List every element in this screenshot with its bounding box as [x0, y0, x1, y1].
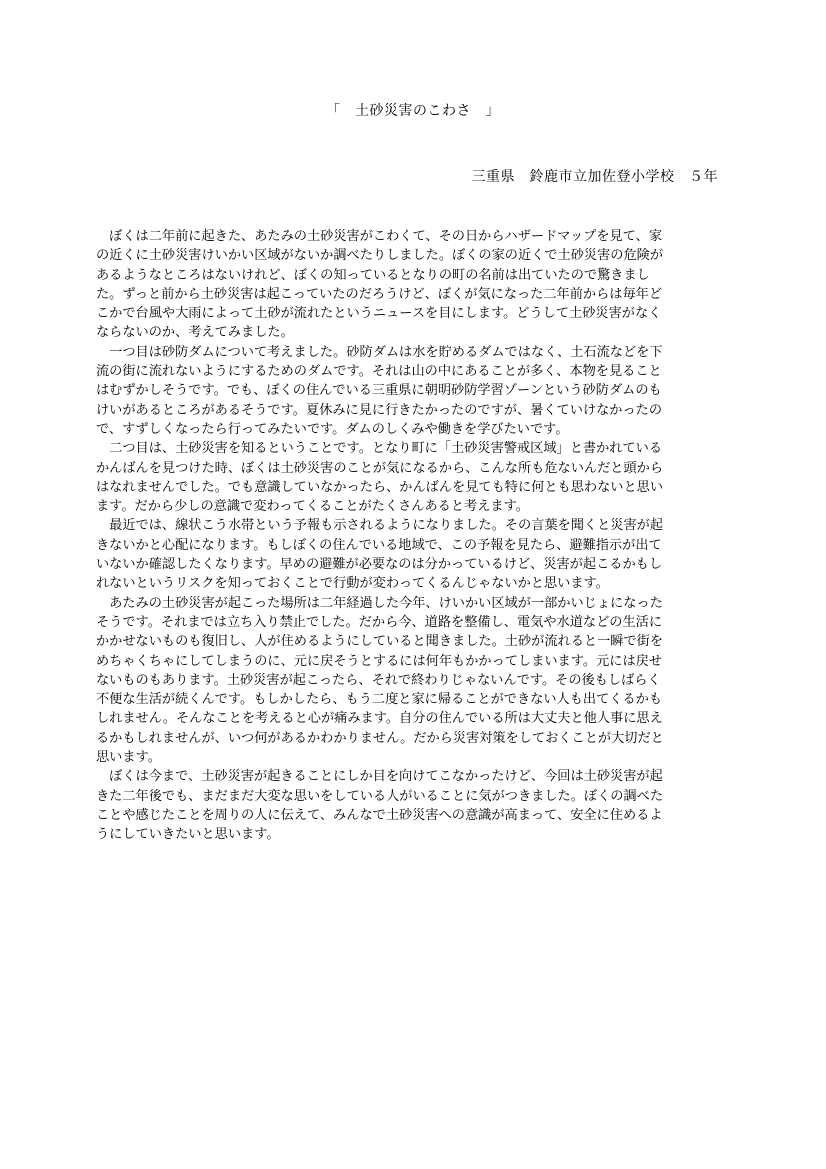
- body-line: しれません。そんなことを考えると心が痛みます。自分の住んでいる所は大丈夫と他人事に思え: [96, 711, 663, 727]
- body-line: うにしていきたいと思います。: [96, 827, 280, 843]
- body-line: るかもしれませんが、いつ何があるかわかりません。だから災害対策をしておくことが大切だと: [96, 730, 664, 746]
- body-line: 二つ目は、土砂災害を知るということです。となり町に「土砂災害警戒区域」と書かれている: [96, 441, 663, 457]
- body-line: ます。だから少しの意識で変わってくることがたくさんあると考えます。: [96, 499, 529, 515]
- body-line: ならないのか、考えてみました。: [96, 325, 294, 341]
- body-line: こかで台風や大雨によって土砂が流れたというニュースを目にします。どうして土砂災害がなく: [96, 306, 662, 322]
- body-line: 思います。: [96, 750, 161, 766]
- body-line: ぼくは二年前に起きた、あたみの土砂災害がこわくて、その日からハザードマップを見て、家: [96, 229, 663, 244]
- body-line: けいがあるところがあるそうです。夏休みに見に行きたかったのですが、暑くていけなかったの: [96, 402, 663, 418]
- body-line: ことや感じたことを周りの人に伝えて、みんなで土砂災害への意識が高まって、安全に住めるよ: [96, 807, 663, 823]
- body-line: 一つ目は砂防ダムについて考えました。砂防ダムは水を貯めるダムではなく、土石流などを下: [96, 344, 663, 360]
- body-line: きた二年後でも、まだまだ大変な思いをしている人がいることに気がつきました。ぼくの調べた: [96, 788, 664, 804]
- body-line: ないものもあります。土砂災害が起こったら、それで終わりじゃないんです。その後もしばらく: [96, 672, 661, 688]
- body-line: きないかと心配になります。もしぼくの住んでいる地域で、この予報を見たら、避難指示が出て: [96, 537, 662, 553]
- body-line: あたみの土砂災害が起こった場所は二年経過した今年、けいかい区域が一部かいじょになった: [96, 595, 663, 611]
- author-line: 三重県 鈴鹿市立加佐登小学校 ５年: [471, 169, 718, 185]
- body-line: ぼくは今まで、土砂災害が起きることにしか目を向けてこなかったけど、今回は土砂災害が起: [96, 769, 663, 785]
- body-line: あるようなところはないけれど、ぼくの知っているとなりの町の名前は出ていたので驚きまし: [96, 267, 650, 283]
- body-line: かかせないものも復旧し、人が住めるようにしていると聞きました。土砂が流れると一瞬で街を: [96, 634, 664, 650]
- essay-title: 「 土砂災害のこわさ 」: [326, 103, 500, 119]
- body-line: 流の街に流れないようにするためのダムです。それは山の中にあることが多く、本物を見ること: [96, 364, 662, 380]
- body-line: れないというリスクを知っておくことで行動が変わってくるんじゃないかと思います。: [96, 576, 609, 592]
- body-line: はむずかしそうです。でも、ぼくの住んでいる三重県に朝明砂防学習ゾーンという砂防ダムのも: [96, 383, 662, 399]
- body-line: で、すずしくなったら行ってみたいです。ダムのしくみや働きを学びたいです。: [96, 421, 569, 437]
- body-line: 不便な生活が続くんです。もしかしたら、もう二度と家に帰ることができない人も出てくるかも: [96, 692, 663, 708]
- body-line: はなれませんでした。でも意識していなかったら、かんばんを見ても特に何とも思わないと思い: [96, 479, 664, 495]
- body-line: の近くに土砂災害けいかい区域がないか調べたりしました。ぼくの家の近くで土砂災害の危険が: [96, 248, 664, 264]
- body-line: いないか確認したくなります。早めの避難が必要なのは分かっているけど、災害が起こるかもし: [96, 557, 663, 573]
- body-line: そうです。それまでは立ち入り禁止でした。だから今、道路を整備し、電気や水道などの生活に: [96, 614, 663, 630]
- body-line: かんばんを見つけた時、ぼくは土砂災害のことが気になるから、こんな所も危ないんだと頭から: [96, 460, 664, 476]
- body-line: 最近では、線状こう水帯という予報も示されるようになりました。その言葉を聞くと災害が起: [96, 518, 664, 534]
- body-line: めちゃくちゃにしてしまうのに、元に戻そうとするには何年もかかってしまいます。元には戻せ: [96, 653, 663, 669]
- body-line: た。ずっと前から土砂災害は起こっていたのだろうけど、ぼくが気になった二年前からは毎年ど: [96, 286, 663, 302]
- essay-body: [96, 227, 736, 845]
